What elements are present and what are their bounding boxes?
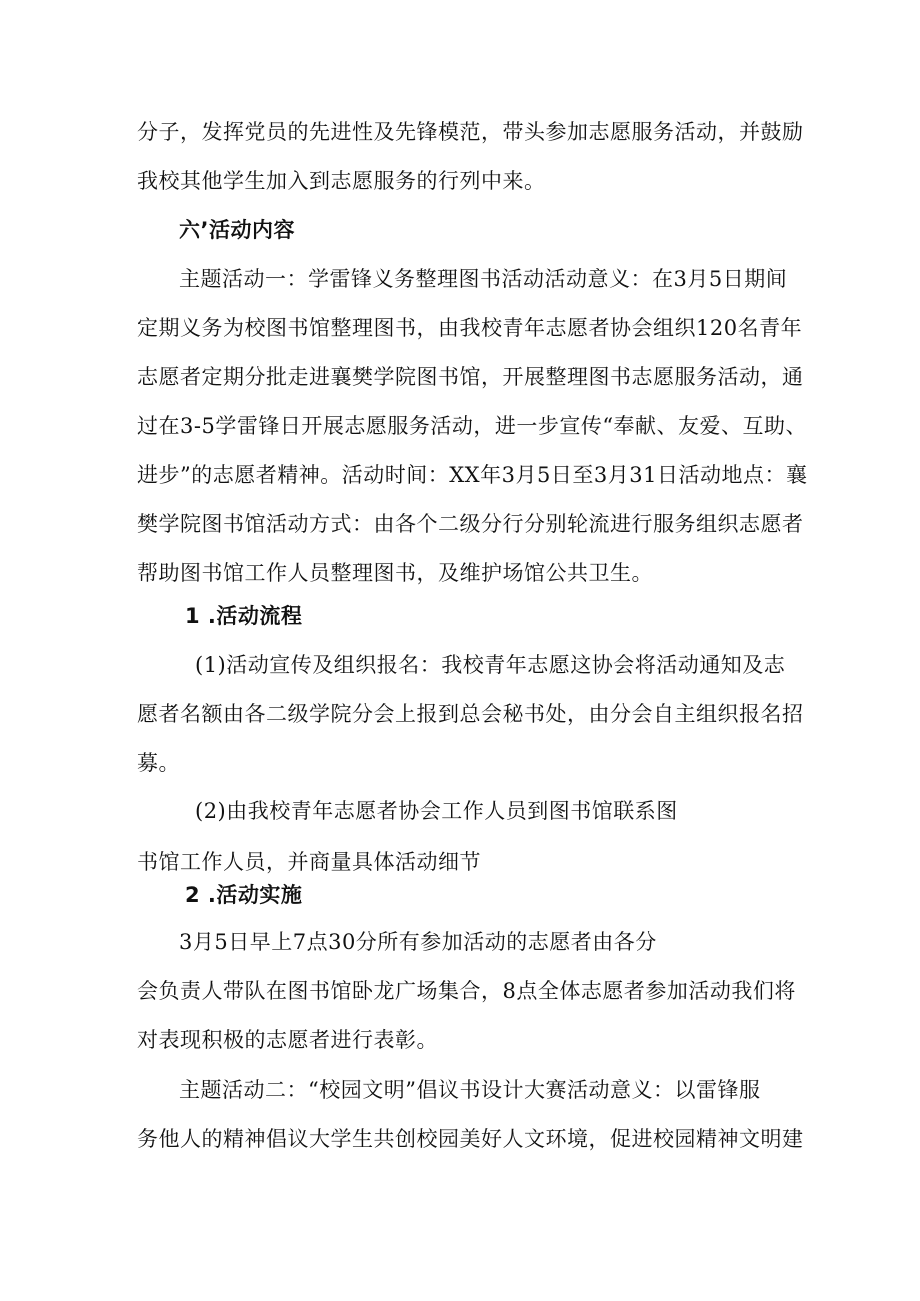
paragraph-line: 书馆工作人员，并商量具体活动细节 bbox=[137, 850, 481, 874]
paragraph-line: 对表现积极的志愿者进行表彰。 bbox=[137, 1028, 438, 1052]
paragraph-line: 进步”的志愿者精神。活动时间：XX年3月5日至3月31日活动地点：襄 bbox=[137, 463, 808, 487]
subsection-heading: 2 .活动实施 bbox=[185, 883, 303, 907]
paragraph-line: 志愿者定期分批走进襄樊学院图书馆，开展整理图书志愿服务活动，通 bbox=[137, 365, 804, 389]
paragraph-line: 分子，发挥党员的先进性及先锋模范，带头参加志愿服务活动，并鼓励 bbox=[137, 120, 804, 144]
paragraph-line: 务他人的精神倡议大学生共创校园美好人文环境，促进校园精神文明建 bbox=[137, 1127, 804, 1151]
paragraph-line: 主题活动二：“校园文明”倡议书设计大赛活动意义：以雷锋服 bbox=[179, 1078, 761, 1102]
paragraph-line: 过在3-5学雷锋日开展志愿服务活动，进一步宣传“奉献、友爱、互助、 bbox=[137, 414, 808, 438]
paragraph-line: 募。 bbox=[137, 751, 180, 775]
paragraph-line: 愿者名额由各二级学院分会上报到总会秘书处，由分会自主组织报名招 bbox=[137, 702, 804, 726]
paragraph-line: 樊学院图书馆活动方式：由各个二级分行分别轮流进行服务组织志愿者 bbox=[137, 512, 804, 536]
paragraph-line: 定期义务为校图书馆整理图书，由我校青年志愿者协会组织120名青年 bbox=[137, 316, 803, 340]
paragraph-line: 主题活动一：学雷锋义务整理图书活动活动意义：在3月5日期间 bbox=[179, 267, 788, 291]
section-heading: 六’活动内容 bbox=[179, 218, 295, 242]
paragraph-line: (1)活动宣传及组织报名：我校青年志愿这协会将活动通知及志 bbox=[195, 653, 786, 677]
paragraph-line: 3月5日早上7点30分所有参加活动的志愿者由各分 bbox=[179, 930, 657, 954]
paragraph-line: 帮助图书馆工作人员整理图书，及维护场馆公共卫生。 bbox=[137, 561, 653, 585]
paragraph-line: (2)由我校青年志愿者协会工作人员到图书馆联系图 bbox=[195, 799, 678, 823]
paragraph-line: 会负责人带队在图书馆卧龙广场集合，8点全体志愿者参加活动我们将 bbox=[137, 979, 796, 1003]
paragraph-line: 我校其他学生加入到志愿服务的行列中来。 bbox=[137, 169, 546, 193]
subsection-heading: 1 .活动流程 bbox=[185, 604, 303, 628]
